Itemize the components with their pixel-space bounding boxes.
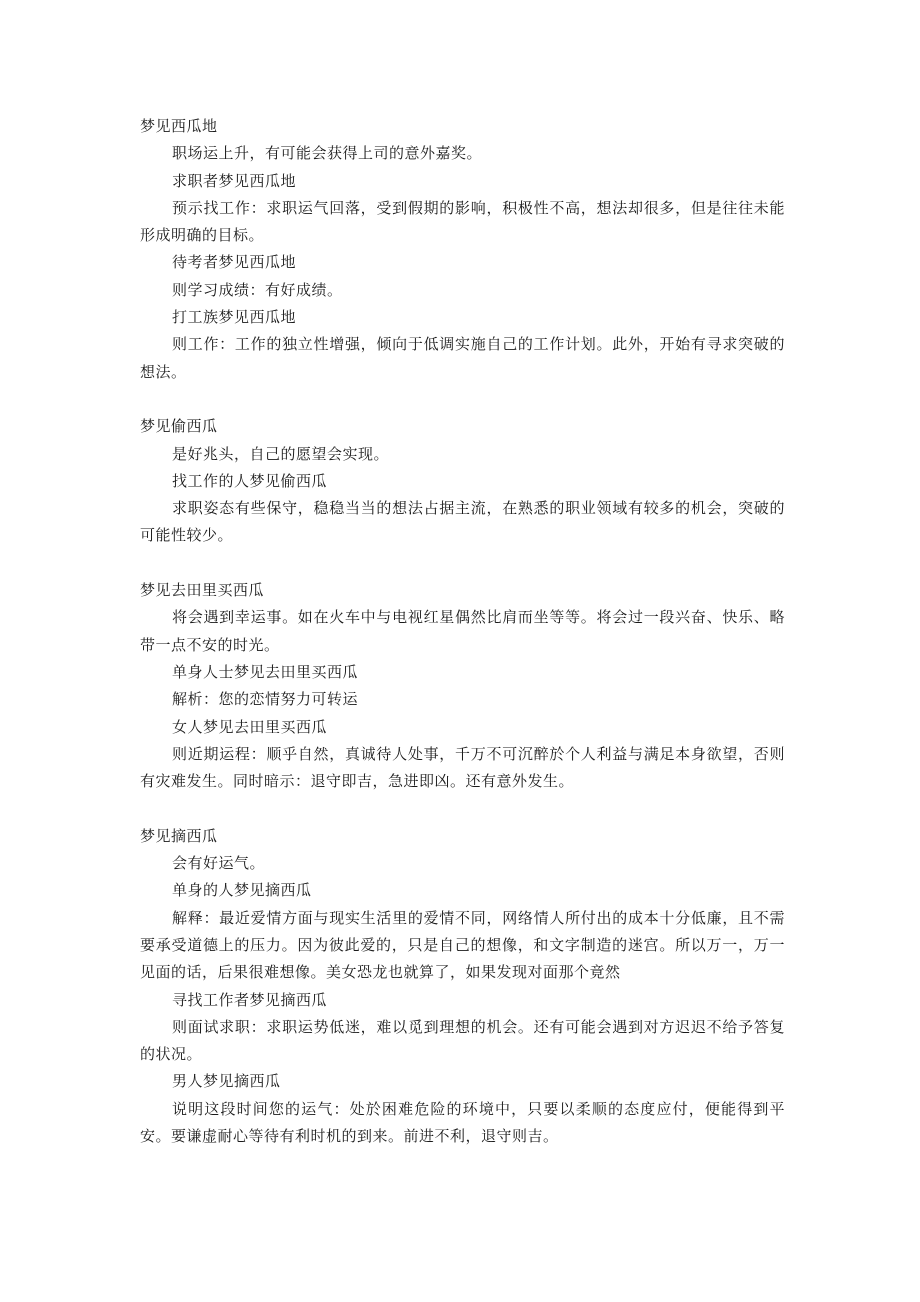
section-heading: 梦见西瓜地 (140, 117, 218, 135)
paragraph: 求职姿态有些保守，稳稳当当的想法占据主流，在熟悉的职业领域有较多的机会，突破的可能性较少。 (140, 499, 785, 545)
paragraph: 求职者梦见西瓜地 (172, 171, 297, 190)
paragraph: 单身的人梦见摘西瓜 (172, 881, 312, 900)
section-tou-xigua (140, 413, 785, 549)
paragraph: 单身人士梦见去田里买西瓜 (172, 662, 359, 681)
paragraph: 待考者梦见西瓜地 (172, 253, 297, 272)
section-xigua-di (140, 113, 785, 386)
section-zhai-xigua (140, 823, 785, 1151)
paragraph: 男人梦见摘西瓜 (172, 1072, 281, 1091)
section-heading: 梦见去田里买西瓜 (140, 581, 265, 600)
paragraph: 预示找工作：求职运气回落，受到假期的影响，积极性不高，想法却很多，但是往往未能形成明确的目标。 (140, 198, 785, 245)
paragraph: 则学习成绩：有好成绩。 (172, 280, 343, 299)
paragraph: 找工作的人梦见偷西瓜 (172, 471, 328, 490)
paragraph: 打工族梦见西瓜地 (172, 308, 297, 327)
paragraph: 解释：最近爱情方面与现实生活里的爱情不同，网络情人所付出的成本十分低廉，且不需要承受道德上的压力。因为彼此爱的，只是自己的想像，和文字制造的迷宫。所以万一，万一见面的话，后果很难想像。美女恐龙也就算了，如果发现对面那个竟然 (140, 908, 785, 982)
paragraph: 解析：您的恋情努力可转运 (172, 690, 359, 709)
paragraph: 则近期运程：顺乎自然，真诚待人处事，千万不可沉醉於个人利益与满足本身欲望，否则有灾难发生。同时暗示：退守即吉，急进即凶。还有意外发生。 (140, 744, 785, 791)
paragraph: 是好兆头，自己的愿望会实现。 (172, 444, 390, 463)
section-mai-xigua (140, 577, 785, 795)
paragraph: 寻找工作者梦见摘西瓜 (172, 990, 328, 1009)
paragraph: 说明这段时间您的运气：处於困难危险的环境中，只要以柔顺的态度应付，便能得到平安。要谦虚耐心等待有利时机的到来。前进不利，退守则吉。 (140, 1099, 785, 1145)
paragraph: 则面试求职：求职运势低迷，难以觅到理想的机会。还有可能会遇到对方迟迟不给予答复的状况。 (140, 1017, 785, 1064)
paragraph: 职场运上升，有可能会获得上司的意外嘉奖。 (172, 144, 483, 163)
document-body (140, 113, 785, 1150)
paragraph: 将会遇到幸运事。如在火车中与电视红星偶然比肩而坐等等。将会过一段兴奋、快乐、略带一点不安的时光。 (140, 608, 785, 654)
paragraph: 则工作：工作的独立性增强，倾向于低调实施自己的工作计划。此外，开始有寻求突破的想法。 (140, 335, 785, 381)
paragraph: 会有好运气。 (172, 854, 266, 873)
section-heading: 梦见摘西瓜 (140, 826, 218, 845)
section-heading: 梦见偷西瓜 (140, 417, 218, 436)
paragraph: 女人梦见去田里买西瓜 (172, 717, 328, 736)
